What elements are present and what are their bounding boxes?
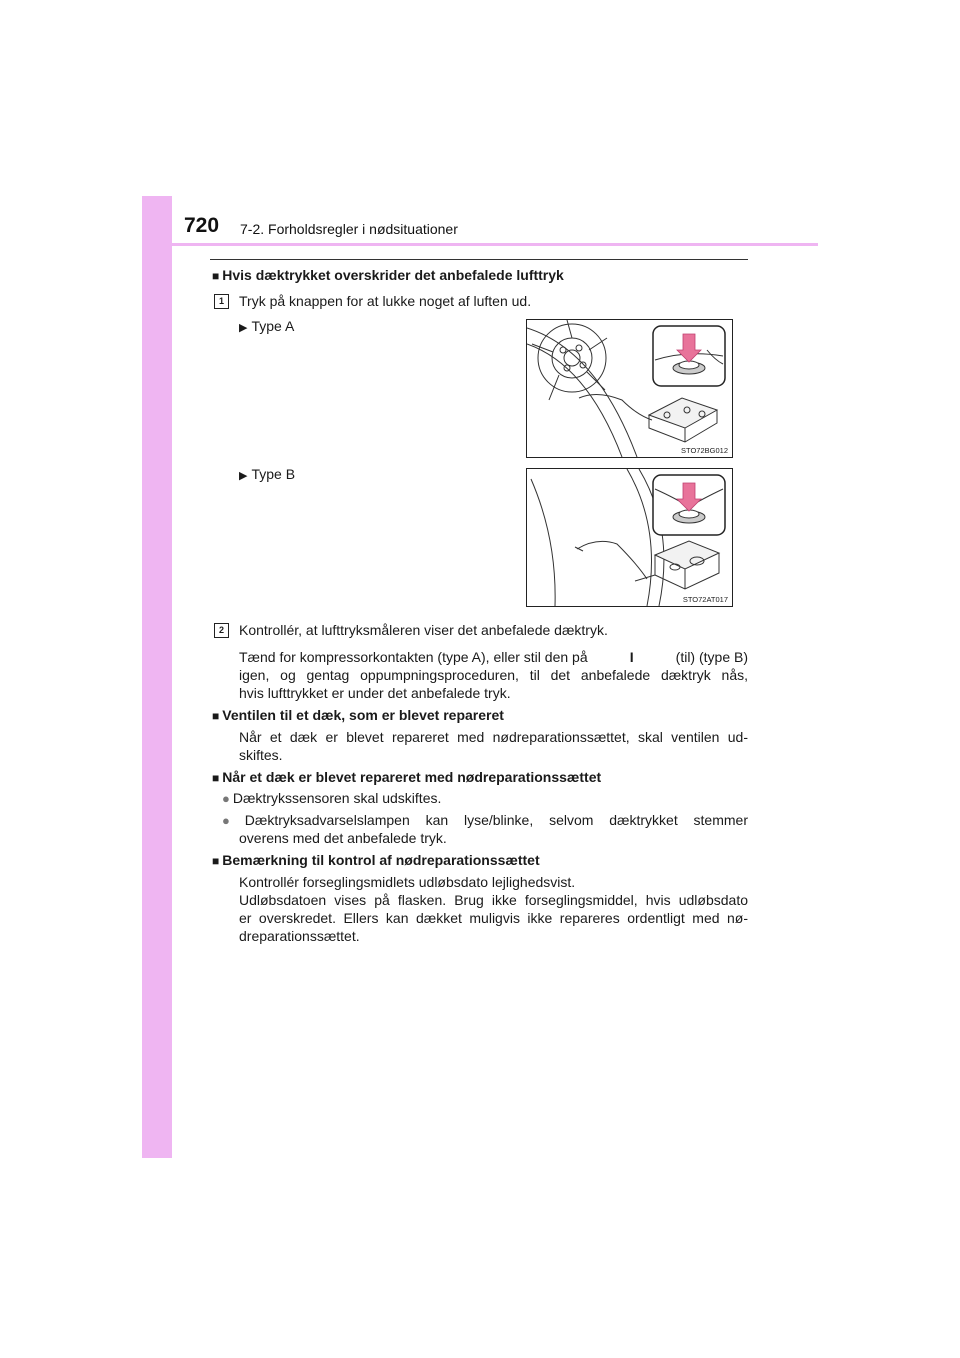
bullet-2-line-1: ● Dæktryksadvarselslampen kan lyse/blinke, selvom dæktrykket stemmer — [222, 812, 748, 828]
note-text-line-2: Udløbsdatoen vises på flasken. Brug ikke forseglingsmiddel, hvis udløbsdato — [239, 892, 748, 908]
section-heading-valve: ■ Ventilen til et dæk, som er blevet repareret — [212, 707, 504, 723]
square-bullet-icon: ■ — [212, 709, 220, 723]
type-a-label: ▶ Type A — [239, 318, 295, 334]
figure-type-a — [526, 319, 733, 458]
round-bullet-icon: ● — [222, 813, 242, 828]
step-1-text: Tryk på knappen for at lukke noget af luften ud. — [239, 293, 532, 309]
square-bullet-icon: ■ — [212, 854, 220, 868]
note-text-line-4: dreparationssættet. — [239, 928, 360, 944]
page-number: 720 — [184, 214, 220, 237]
step-2-text: Kontrollér, at lufttryksmåleren viser det anbefalede dæktryk. — [239, 622, 608, 638]
note-text-line-3: er overskredet. Ellers kan dækket muligvis ikke repareres ordentligt med nø- — [239, 910, 748, 926]
triangle-right-icon: ▶ — [239, 470, 248, 482]
note-line-1-start: Tænd for kompressorkontakten (type A), eller stil den på — [239, 649, 588, 665]
valve-text-line-1: Når et dæk er blevet repareret med nødreparationssættet, skal ventilen ud- — [239, 729, 748, 745]
on-switch-symbol: I — [629, 649, 634, 665]
note-line-3: hvis lufttrykket er under det anbefalede tryk. — [239, 685, 511, 701]
chapter-title: 7-2. Forholdsregler i nødsituationer — [240, 221, 458, 237]
header-rule — [142, 243, 818, 246]
compressor-type-a-illustration — [527, 320, 732, 457]
side-accent-band — [142, 196, 172, 1158]
triangle-right-icon: ▶ — [239, 322, 248, 334]
step-number-1: 1 — [214, 294, 229, 309]
type-b-label: ▶ Type B — [239, 466, 296, 482]
valve-text-line-2: skiftes. — [239, 747, 283, 763]
bullet-1: ● Dæktrykssensoren skal udskiftes. — [222, 790, 442, 806]
note-line-1-end: (til) (type B) — [675, 649, 748, 665]
content-rule — [210, 259, 748, 260]
bullet-2-line-2: overens med det anbefalede tryk. — [239, 830, 447, 846]
round-bullet-icon: ● — [222, 791, 230, 806]
compressor-type-b-illustration — [527, 469, 732, 606]
figure-b-code: STO72AT017 — [682, 595, 728, 604]
figure-type-b — [526, 468, 733, 607]
figure-a-code: STO72BG012 — [681, 446, 728, 455]
square-bullet-icon: ■ — [212, 771, 220, 785]
section-heading-note: ■ Bemærkning til kontrol af nødreparationssættet — [212, 852, 540, 868]
step-number-2: 2 — [214, 623, 229, 638]
section-heading-after-repair: ■ Når et dæk er blevet repareret med nødreparationssættet — [212, 769, 602, 785]
note-text-line-1: Kontrollér forseglingsmidlets udløbsdato lejlighedsvist. — [239, 874, 576, 890]
square-bullet-icon: ■ — [212, 269, 220, 283]
note-line-2: igen, og gentag oppumpningsproceduren, til det anbefalede dæktryk nås, — [239, 667, 748, 683]
section-heading-overpressure: ■ Hvis dæktrykket overskrider det anbefalede lufttryk — [212, 267, 564, 283]
note-line-1 — [239, 648, 748, 666]
